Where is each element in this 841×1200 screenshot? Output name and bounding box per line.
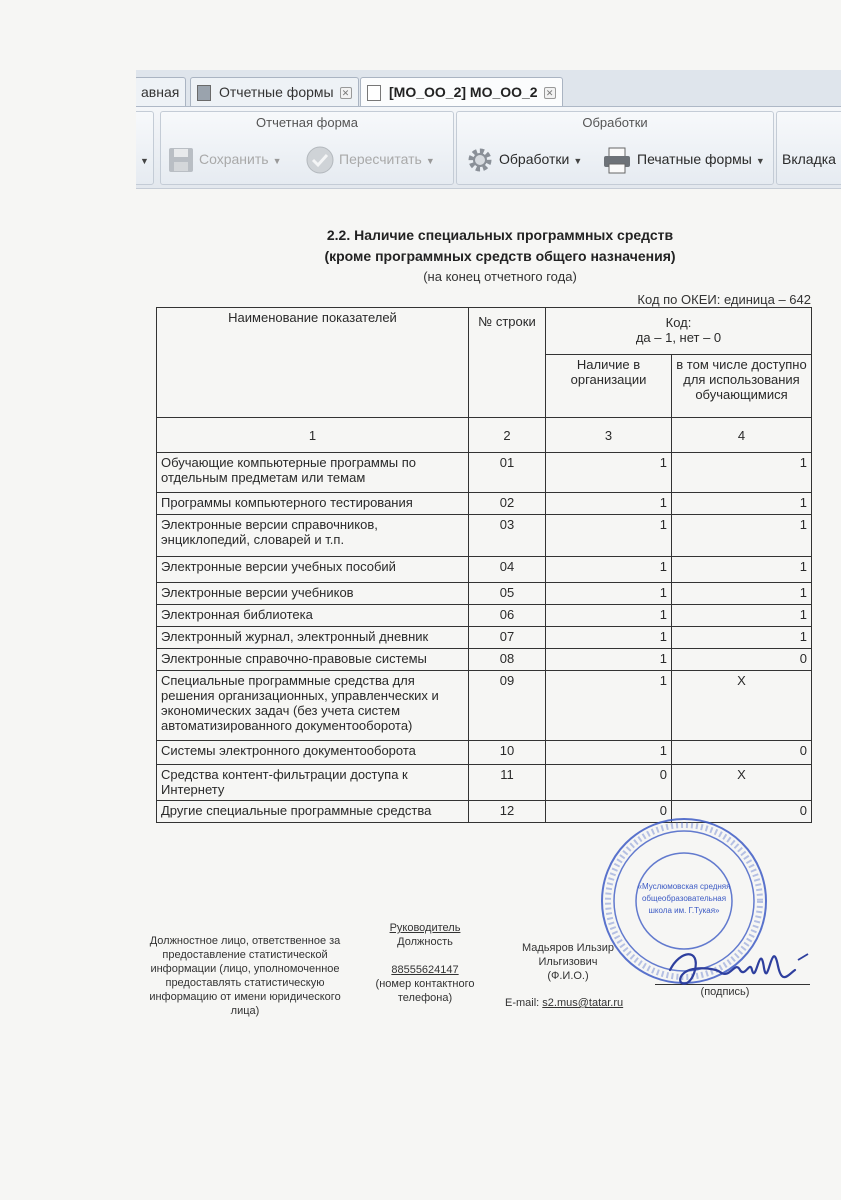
students-value: X (672, 671, 812, 741)
close-icon[interactable]: ✕ (340, 87, 352, 99)
indicator-name: Обучающие компьютерные программы по отдельным предметам или темам (157, 453, 469, 493)
ribbon (136, 107, 841, 188)
header-code (546, 308, 812, 355)
indicator-name: Электронные версии учебников (157, 583, 469, 605)
table-row (157, 583, 812, 605)
tab-mo-oo-2[interactable] (360, 77, 563, 106)
available-value: 1 (546, 557, 672, 583)
column-number: 1 (157, 418, 469, 453)
printer-icon (601, 145, 633, 175)
students-value: 1 (672, 515, 812, 557)
processing-button-label: Обработки (499, 151, 570, 167)
email-value[interactable]: s2.mus@tatar.ru (542, 997, 624, 1009)
row-number: 08 (469, 649, 546, 671)
available-value: 1 (546, 627, 672, 649)
processing-button[interactable]: Обработки ▼ (465, 144, 582, 174)
students-value: 1 (672, 557, 812, 583)
document-subtitle: (на конец отчетного года) (423, 269, 577, 284)
signature-label: (подпись) (700, 986, 750, 998)
table-row (157, 605, 812, 627)
available-value: 1 (546, 453, 672, 493)
tab-mo-oo-2-label: [МО_ОО_2] МО_ОО_2 (389, 84, 538, 100)
header-code-label: Код: (665, 315, 692, 330)
available-value: 0 (546, 765, 672, 801)
table-row (157, 741, 812, 765)
tab-main[interactable] (136, 77, 186, 106)
signature-image (660, 930, 810, 1000)
close-icon[interactable]: ✕ (544, 87, 556, 99)
phone-value: 88555624147 (391, 964, 459, 976)
header-students: в том числе доступно для использования обучающимися (672, 355, 812, 418)
position-value: Руководитель (389, 922, 461, 934)
indicator-name: Специальные программные средства для решения организационных, управленческих и экономических задач (без учета систем автоматизированного документооборота) (157, 671, 469, 741)
app-window-screenshot (136, 70, 841, 189)
save-button[interactable]: Сохранить ▼ (167, 144, 282, 174)
okei-code: Код по ОКЕИ: единица – 642 (637, 292, 811, 307)
indicator-name: Электронные справочно-правовые системы (157, 649, 469, 671)
ribbon-group-report-form (160, 111, 454, 185)
position-label: Должность (397, 936, 453, 948)
row-number: 02 (469, 493, 546, 515)
email-label: E-mail: (505, 997, 543, 1009)
print-forms-button-label: Печатные формы (637, 151, 752, 167)
row-number: 09 (469, 671, 546, 741)
row-number: 10 (469, 741, 546, 765)
save-button-label: Сохранить (199, 151, 269, 167)
recalculate-button[interactable]: Пересчитать ▼ (305, 144, 435, 174)
students-value: 0 (672, 649, 812, 671)
group-title: Отчетная форма (256, 115, 358, 130)
tab-report-forms-label: Отчетные формы (219, 84, 334, 100)
header-available: Наличие в организации (546, 355, 672, 418)
students-value: X (672, 765, 812, 801)
available-value: 1 (546, 605, 672, 627)
header-name: Наименование показателей (157, 308, 469, 418)
column-number: 3 (546, 418, 672, 453)
print-forms-button[interactable]: Печатные формы ▼ (601, 144, 765, 174)
header-code-note: да – 1, нет – 0 (635, 330, 722, 345)
available-value: 1 (546, 583, 672, 605)
row-number: 01 (469, 453, 546, 493)
indicator-name: Электронная библиотека (157, 605, 469, 627)
students-value: 1 (672, 583, 812, 605)
group-title: Обработки (582, 115, 648, 130)
svg-text:школа им. Г.Тукая»: школа им. Г.Тукая» (648, 906, 720, 915)
row-number: 05 (469, 583, 546, 605)
students-value: 1 (672, 627, 812, 649)
header-row-no: № строки (469, 308, 546, 418)
tab-bar (136, 70, 841, 107)
document-title-line2: (кроме программных средств общего назначения) (324, 248, 676, 264)
tab-report-forms[interactable] (190, 77, 359, 106)
table-row (157, 765, 812, 801)
available-value: 1 (546, 515, 672, 557)
available-value: 0 (546, 801, 672, 823)
indicator-name: Средства контент-фильтрации доступа к Интернету (157, 765, 469, 801)
table-row (157, 453, 812, 493)
official-caption: Должностное лицо, ответственное за предоставление статистической информации (лицо, уполномоченное предоставлять статистическую информацию от имени юридического лица) (149, 935, 341, 1017)
available-value: 1 (546, 741, 672, 765)
document-title-line1: 2.2. Наличие специальных программных средств (326, 227, 674, 243)
save-icon (167, 146, 195, 174)
table-row (157, 627, 812, 649)
available-value: 1 (546, 649, 672, 671)
table-row (157, 649, 812, 671)
check-circle-icon (305, 145, 335, 175)
row-number: 12 (469, 801, 546, 823)
email-line (505, 996, 655, 1010)
available-value: 1 (546, 493, 672, 515)
students-value: 1 (672, 493, 812, 515)
table-row (157, 557, 812, 583)
tab-insert-button[interactable] (782, 144, 836, 174)
gear-icon (465, 145, 495, 175)
phone-label: (номер контактного телефона) (375, 978, 475, 1004)
fio-label: (Ф.И.О.) (547, 970, 589, 982)
tab-main-label: авная (141, 84, 180, 100)
ribbon-group-processing (456, 111, 774, 185)
svg-text:«Муслюмовская средняя: «Муслюмовская средняя (637, 882, 731, 891)
indicator-name: Электронные версии справочников, энциклопедий, словарей и т.п. (157, 515, 469, 557)
ribbon-group-cut (136, 111, 154, 185)
indicator-name: Системы электронного документооборота (157, 741, 469, 765)
students-value: 1 (672, 453, 812, 493)
indicators-table (156, 307, 812, 823)
tab-insert-label: Вкладка (782, 151, 836, 167)
form-icon (367, 85, 381, 101)
row-number: 07 (469, 627, 546, 649)
students-value: 0 (672, 801, 812, 823)
table-row (157, 671, 812, 741)
row-number: 04 (469, 557, 546, 583)
column-number: 2 (469, 418, 546, 453)
row-number: 06 (469, 605, 546, 627)
students-value: 1 (672, 605, 812, 627)
table-row (157, 515, 812, 557)
fio-value: Мадьяров Ильзир Ильгизович (521, 942, 614, 968)
indicator-name: Программы компьютерного тестирования (157, 493, 469, 515)
indicator-name: Электронные версии учебных пособий (157, 557, 469, 583)
column-number: 4 (672, 418, 812, 453)
indicator-name: Электронный журнал, электронный дневник (157, 627, 469, 649)
report-forms-icon (197, 85, 211, 101)
students-value: 0 (672, 741, 812, 765)
svg-text:общеобразовательная: общеобразовательная (641, 894, 727, 903)
table-row (157, 493, 812, 515)
available-value: 1 (546, 671, 672, 741)
ribbon-group-tab (776, 111, 841, 185)
chevron-down-icon[interactable]: ▼ (140, 156, 149, 166)
recalculate-button-label: Пересчитать (339, 151, 422, 167)
column-numbers-row (157, 418, 812, 453)
row-number: 11 (469, 765, 546, 801)
position-block (370, 921, 480, 1005)
row-number: 03 (469, 515, 546, 557)
indicator-name: Другие специальные программные средства (157, 801, 469, 823)
